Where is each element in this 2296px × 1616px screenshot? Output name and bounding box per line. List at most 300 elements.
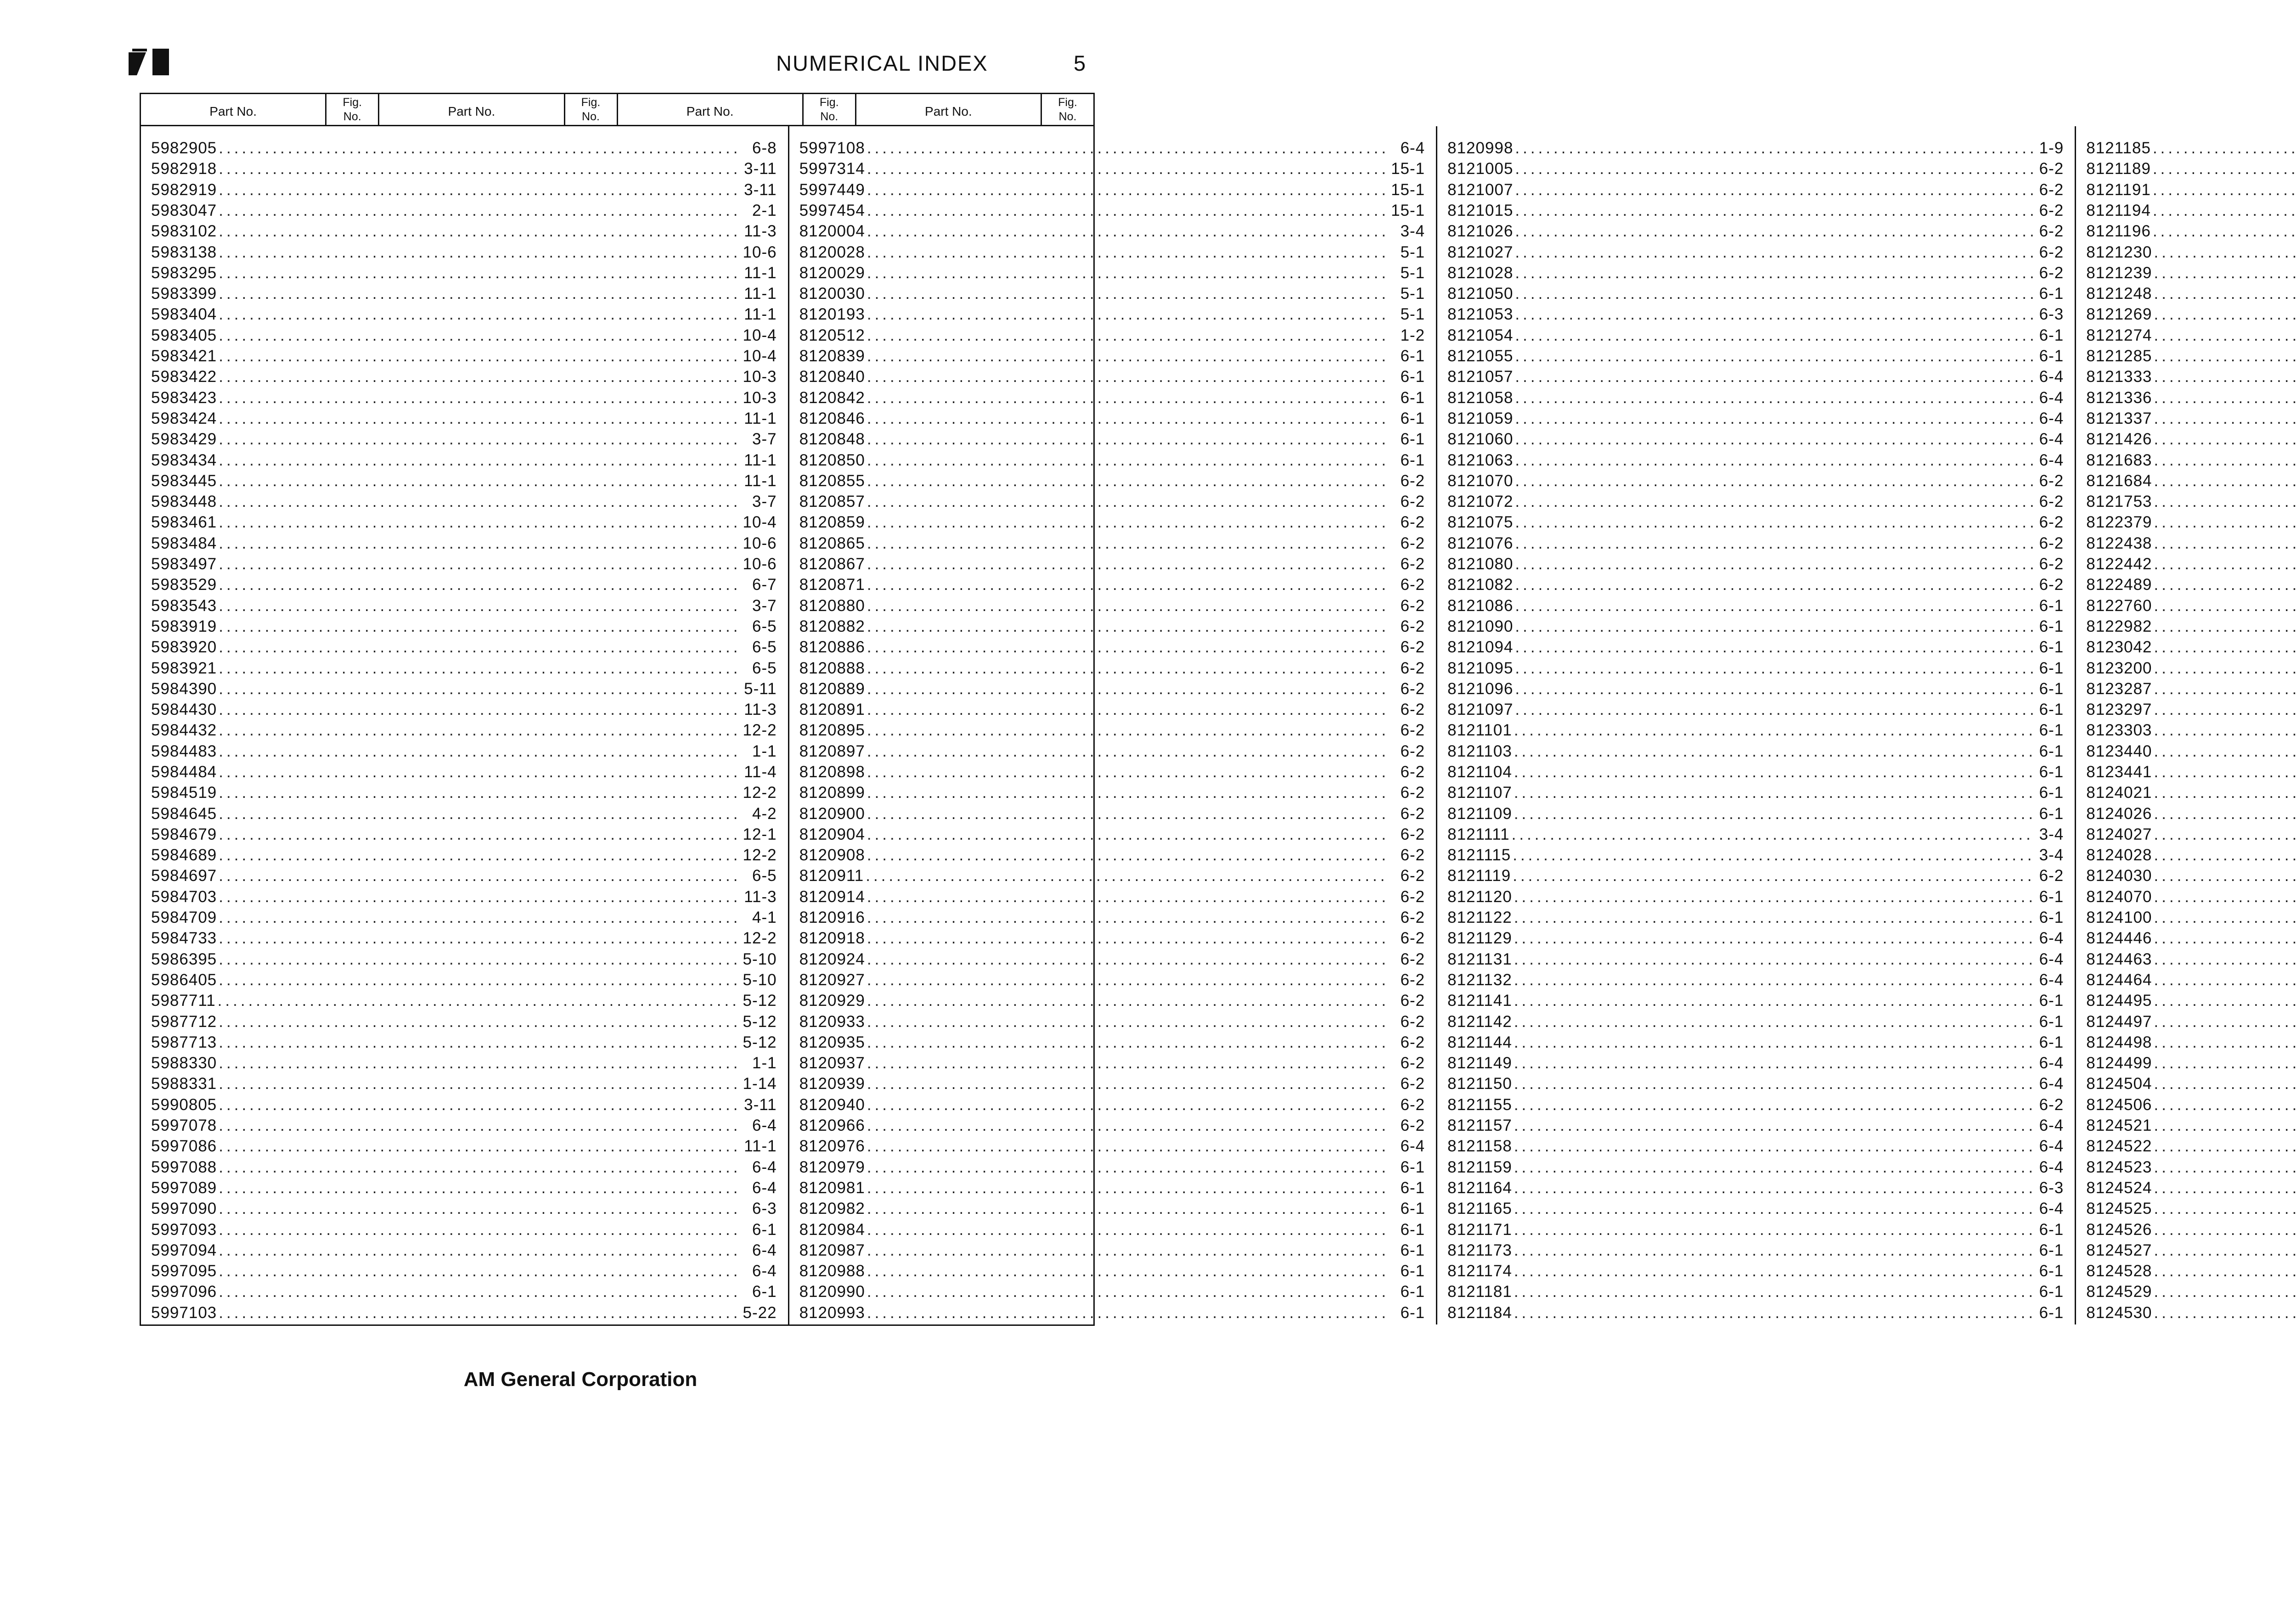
dot-leader (219, 701, 742, 719)
part-number: 5984432 (151, 721, 217, 740)
table-row (789, 1221, 1436, 1241)
fig-header-line2: No. (1058, 110, 1077, 123)
figure-number: 11-1 (744, 264, 777, 282)
table-row (1437, 534, 2075, 555)
part-number: 5983404 (151, 305, 217, 324)
figure-number: 6-5 (752, 659, 777, 677)
dot-leader (1515, 534, 2037, 553)
dot-leader (867, 784, 1399, 802)
figure-number: 6-4 (1400, 1137, 1425, 1156)
part-number: 8121185 (2086, 139, 2151, 157)
part-number: 5982918 (151, 160, 217, 178)
table-row (789, 493, 1436, 513)
part-number: 8120939 (799, 1075, 865, 1093)
dot-leader (2154, 721, 2296, 740)
figure-number: 6-1 (2039, 1262, 2064, 1280)
part-number: 8121164 (1447, 1178, 1512, 1197)
figure-number: 11-1 (744, 471, 777, 490)
dot-leader (867, 139, 1399, 157)
table-row (789, 909, 1436, 929)
part-number: 8124529 (2086, 1283, 2152, 1301)
table-row (141, 285, 788, 305)
figure-number: 6-1 (2039, 347, 2064, 365)
dot-leader (219, 825, 741, 844)
table-row (141, 909, 788, 929)
table-row (1437, 825, 2075, 846)
figure-number: 6-4 (1400, 139, 1425, 157)
part-number: 8121189 (2086, 160, 2151, 178)
part-number: 8121181 (1447, 1283, 1512, 1301)
table-row (1437, 721, 2075, 742)
part-number: 5997090 (151, 1200, 217, 1218)
part-number: 8121094 (1447, 638, 1514, 656)
table-row (141, 742, 788, 763)
table-row (789, 1096, 1436, 1117)
part-number: 8120888 (799, 659, 865, 677)
figure-number: 6-2 (1400, 576, 1425, 594)
table-row (1437, 1096, 2075, 1117)
part-number: 8124464 (2086, 971, 2152, 989)
part-number: 8122379 (2086, 513, 2152, 532)
table-row (1437, 555, 2075, 576)
figure-number: 6-1 (752, 1283, 777, 1301)
part-number: 5983921 (151, 659, 217, 677)
dot-leader (219, 1117, 750, 1135)
table-row (2076, 680, 2296, 701)
table-row (141, 1283, 788, 1303)
index-column (2076, 126, 2296, 1324)
part-number: 8121159 (1447, 1158, 1512, 1176)
dot-leader (1515, 472, 2037, 490)
table-row (141, 721, 788, 742)
part-number: 8124525 (2086, 1200, 2152, 1218)
part-number: 5984430 (151, 701, 217, 719)
part-number: 8124499 (2086, 1054, 2152, 1072)
part-number: 8120891 (799, 701, 865, 719)
part-number: 8121058 (1447, 388, 1514, 407)
part-number: 5984703 (151, 887, 217, 906)
dot-leader (867, 1283, 1399, 1301)
table-row (2076, 763, 2296, 784)
table-row (141, 597, 788, 617)
part-number: 8120886 (799, 638, 865, 656)
part-number: 5984519 (151, 784, 217, 802)
part-number: 8120850 (799, 451, 865, 469)
figure-number: 6-2 (2039, 534, 2064, 552)
part-number: 8124530 (2086, 1303, 2152, 1322)
dot-leader (219, 742, 750, 761)
dot-leader (1514, 1137, 2037, 1156)
part-number: 8120933 (799, 1012, 865, 1031)
table-row (2076, 1262, 2296, 1283)
part-number: 8124526 (2086, 1220, 2152, 1239)
part-number: 8122489 (2086, 576, 2152, 594)
figure-number: 10-3 (743, 388, 777, 407)
part-number: 8120842 (799, 388, 865, 407)
table-row (2076, 909, 2296, 929)
figure-number: 6-7 (752, 576, 777, 594)
dot-leader (1514, 784, 2037, 802)
dot-leader (1515, 243, 2037, 262)
table-row (2076, 888, 2296, 909)
figure-number: 5-1 (1400, 243, 1425, 261)
dot-leader (219, 659, 750, 678)
part-number: 8121075 (1447, 513, 1514, 532)
part-number: 8120935 (799, 1033, 865, 1051)
table-row (789, 1179, 1436, 1200)
part-number: 8124027 (2086, 825, 2152, 843)
part-number: 8121155 (1447, 1095, 1512, 1114)
table-row (2076, 1304, 2296, 1324)
dot-leader (219, 451, 742, 470)
header-group (618, 94, 856, 125)
figure-number: 5-10 (743, 950, 777, 968)
table-row (2076, 430, 2296, 451)
table-body (141, 126, 2152, 1324)
table-row (789, 451, 1436, 472)
table-row (1437, 929, 2075, 950)
dot-leader (219, 888, 742, 906)
figure-number: 3-4 (1400, 222, 1425, 241)
table-row (789, 701, 1436, 721)
dot-leader (219, 555, 741, 573)
part-number: 8121119 (1447, 867, 1511, 885)
figure-number: 6-2 (1400, 513, 1425, 532)
table-row (141, 784, 788, 804)
dot-leader (219, 264, 742, 282)
dot-leader (867, 1179, 1399, 1197)
part-number: 5997454 (799, 201, 865, 219)
part-number: 5997093 (151, 1220, 217, 1239)
part-number: 8121337 (2086, 409, 2152, 427)
table-row (789, 181, 1436, 202)
figure-number: 6-2 (1400, 471, 1425, 490)
part-number: 8121107 (1447, 784, 1512, 802)
dot-leader (219, 243, 741, 262)
dot-leader (2154, 805, 2296, 823)
part-number: 8121157 (1447, 1117, 1512, 1135)
table-row (141, 992, 788, 1012)
figure-number: 15-1 (1391, 201, 1425, 219)
table-row (141, 472, 788, 493)
figure-number: 6-2 (1400, 617, 1425, 635)
table-row (2076, 472, 2296, 493)
figure-number: 6-5 (752, 867, 777, 885)
dot-leader (2154, 1241, 2296, 1260)
fig-header-line2: No. (820, 110, 838, 123)
dot-leader (219, 1221, 750, 1239)
figure-number: 11-3 (744, 222, 777, 241)
dot-leader (867, 534, 1399, 553)
dot-leader (219, 347, 741, 365)
dot-leader (867, 410, 1399, 428)
table-row (141, 1262, 788, 1283)
fig-header-line1: Fig. (1058, 95, 1077, 109)
figure-number: 6-2 (2039, 493, 2064, 511)
table-row (141, 451, 788, 472)
figure-number: 6-1 (1400, 1200, 1425, 1218)
dot-leader (867, 305, 1399, 324)
table-row (789, 763, 1436, 784)
dot-leader (219, 202, 750, 220)
part-number: 8120867 (799, 555, 865, 573)
dot-leader (866, 867, 1398, 885)
figure-number: 1-9 (2039, 139, 2064, 157)
dot-leader (219, 1179, 750, 1197)
table-row (141, 139, 788, 160)
part-number: 8120988 (799, 1262, 865, 1280)
dot-leader (867, 1075, 1399, 1093)
dot-leader (2154, 1221, 2296, 1239)
figure-number: 15-1 (1391, 160, 1425, 178)
table-row (141, 805, 788, 825)
figure-number: 11-1 (744, 409, 777, 427)
table-row (2076, 992, 2296, 1012)
part-number: 5983484 (151, 534, 217, 552)
dot-leader (867, 659, 1399, 678)
dot-leader (2154, 701, 2296, 719)
table-row (2076, 1137, 2296, 1158)
figure-number: 6-2 (2039, 160, 2064, 178)
part-number: 8120897 (799, 742, 865, 760)
part-number: 8120982 (799, 1200, 865, 1218)
dot-leader (867, 160, 1389, 178)
dot-leader (2154, 638, 2296, 656)
table-row (141, 971, 788, 992)
dot-leader (2154, 534, 2296, 553)
part-number: 8120966 (799, 1117, 865, 1135)
figure-number: 6-4 (2039, 971, 2064, 989)
figure-number: 6-2 (1400, 929, 1425, 948)
part-number: 5997089 (151, 1178, 217, 1197)
figure-number: 4-2 (752, 804, 777, 823)
part-no-header: Part No. (925, 104, 972, 118)
table-row (2076, 617, 2296, 638)
dot-leader (1515, 264, 2037, 282)
part-number: 5997086 (151, 1137, 217, 1156)
table-row (1437, 410, 2075, 430)
figure-number: 6-2 (2039, 201, 2064, 219)
dot-leader (867, 992, 1399, 1010)
dot-leader (219, 1054, 750, 1072)
figure-number: 6-2 (1400, 867, 1425, 885)
figure-number: 12-2 (743, 846, 777, 864)
dot-leader (2154, 576, 2296, 594)
dot-leader (2154, 243, 2296, 262)
table-row (141, 202, 788, 222)
dot-leader (2154, 1304, 2296, 1322)
table-row (1437, 784, 2075, 804)
table-row (141, 347, 788, 368)
figure-number: 15-1 (1391, 180, 1425, 199)
dot-leader (867, 971, 1399, 989)
figure-number: 6-1 (1400, 1220, 1425, 1239)
dot-leader (2154, 513, 2296, 532)
table-row (2076, 1075, 2296, 1095)
dot-leader (219, 1262, 750, 1280)
table-row (789, 347, 1436, 368)
part-number: 5986395 (151, 950, 217, 968)
part-number: 8120846 (799, 409, 865, 427)
dot-leader (1513, 846, 2037, 864)
part-number: 8121050 (1447, 285, 1514, 303)
part-number: 5983543 (151, 596, 217, 615)
table-row (2076, 846, 2296, 867)
part-number: 8124463 (2086, 950, 2152, 968)
figure-number: 3-4 (2039, 825, 2064, 843)
table-row (2076, 160, 2296, 180)
dot-leader (867, 555, 1399, 573)
dot-leader (1515, 285, 2037, 303)
figure-number: 6-4 (2039, 1054, 2064, 1072)
dot-leader (2154, 451, 2296, 470)
dot-leader (1515, 430, 2037, 449)
figure-number: 6-4 (2039, 1158, 2064, 1176)
part-number: 5983421 (151, 347, 217, 365)
table-row (1437, 160, 2075, 180)
part-number: 8122438 (2086, 534, 2152, 552)
figure-number: 6-2 (1400, 887, 1425, 906)
table-row (789, 597, 1436, 617)
figure-number: 6-2 (2039, 867, 2064, 885)
table-row (141, 1158, 788, 1179)
table-row (1437, 222, 2075, 243)
table-row (1437, 1075, 2075, 1095)
table-row (1437, 368, 2075, 388)
table-row (789, 742, 1436, 763)
figure-number: 6-1 (2039, 1012, 2064, 1031)
part-number: 8124446 (2086, 929, 2152, 948)
dot-leader (2154, 347, 2296, 365)
figure-number: 5-1 (1400, 305, 1425, 324)
fig-header-line1: Fig. (343, 95, 362, 109)
table-row (789, 1304, 1436, 1324)
table-row (789, 389, 1436, 410)
figure-number: 4-1 (752, 909, 777, 927)
part-number: 5983423 (151, 388, 217, 407)
dot-leader (867, 347, 1399, 365)
table-row (789, 680, 1436, 701)
table-row (2076, 347, 2296, 368)
table-row (2076, 1179, 2296, 1200)
table-row (1437, 181, 2075, 202)
dot-leader (2153, 202, 2296, 220)
fig-no-header (564, 94, 617, 125)
part-number: 8123440 (2086, 742, 2152, 760)
figure-number: 6-2 (2039, 1095, 2064, 1114)
dot-leader (1515, 326, 2037, 345)
dot-leader (1514, 1117, 2037, 1135)
table-row (141, 680, 788, 701)
part-number: 8121194 (2086, 201, 2151, 219)
figure-number: 6-1 (1400, 1262, 1425, 1280)
part-number: 5983295 (151, 264, 217, 282)
dot-leader (1515, 181, 2037, 199)
figure-number: 6-2 (1400, 825, 1425, 843)
part-number: 8121054 (1447, 326, 1514, 344)
table-row (2076, 825, 2296, 846)
table-row (1437, 950, 2075, 971)
table-row (1437, 659, 2075, 680)
table-row (789, 659, 1436, 680)
part-number: 8121129 (1447, 929, 1512, 948)
table-row (1437, 1117, 2075, 1137)
dot-leader (1515, 597, 2037, 615)
part-number: 8124528 (2086, 1262, 2152, 1280)
dot-leader (867, 1304, 1399, 1322)
table-row (2076, 971, 2296, 992)
part-number: 8121055 (1447, 347, 1514, 365)
table-row (789, 534, 1436, 555)
part-number: 8124498 (2086, 1033, 2152, 1051)
part-number: 8124497 (2086, 1012, 2152, 1031)
dot-leader (1515, 139, 2037, 157)
dot-leader (1514, 1179, 2037, 1197)
part-number: 5983405 (151, 326, 217, 344)
figure-number: 1-2 (1400, 326, 1425, 344)
table-row (789, 513, 1436, 534)
table-row (2076, 243, 2296, 264)
table-row (2076, 389, 2296, 410)
part-number: 8120840 (799, 368, 865, 386)
part-number: 8121060 (1447, 430, 1514, 449)
dot-leader (867, 1137, 1399, 1156)
dot-leader (219, 513, 741, 532)
table-row (1437, 867, 2075, 887)
table-row (141, 389, 788, 410)
dot-leader (2154, 784, 2296, 802)
dot-leader (2154, 659, 2296, 678)
figure-number: 5-1 (1400, 264, 1425, 282)
figure-number: 6-1 (2039, 992, 2064, 1010)
part-number: 8123042 (2086, 638, 2152, 656)
part-number: 8121131 (1447, 950, 1512, 968)
dot-leader (219, 638, 750, 656)
figure-number: 6-1 (1400, 430, 1425, 449)
part-number: 8121095 (1447, 659, 1514, 677)
table-row (1437, 430, 2075, 451)
part-number: 8122982 (2086, 617, 2152, 635)
part-number: 5983429 (151, 430, 217, 449)
part-number: 5984697 (151, 867, 217, 885)
dot-leader (867, 326, 1399, 345)
dot-leader (219, 181, 742, 199)
figure-number: 6-2 (1400, 721, 1425, 740)
dot-leader (1514, 950, 2037, 969)
part-number: 5984645 (151, 804, 217, 823)
dot-leader (2154, 867, 2296, 885)
table-row (2076, 638, 2296, 659)
table-row (1437, 1179, 2075, 1200)
table-row (1437, 763, 2075, 784)
figure-number: 6-1 (1400, 388, 1425, 407)
dot-leader (2154, 368, 2296, 386)
dot-leader (867, 597, 1399, 615)
dot-leader (1514, 1221, 2037, 1239)
dot-leader (2154, 1283, 2296, 1301)
table-row (2076, 305, 2296, 326)
figure-number: 12-1 (743, 825, 777, 843)
part-number: 5983919 (151, 617, 217, 635)
part-number: 8121239 (2086, 264, 2152, 282)
figure-number: 12-2 (743, 721, 777, 740)
part-no-header: Part No. (448, 104, 495, 118)
part-number: 8121007 (1447, 180, 1514, 199)
part-number: 8121144 (1447, 1033, 1512, 1051)
dot-leader (867, 805, 1399, 823)
dot-leader (219, 721, 741, 740)
figure-number: 10-3 (743, 368, 777, 386)
